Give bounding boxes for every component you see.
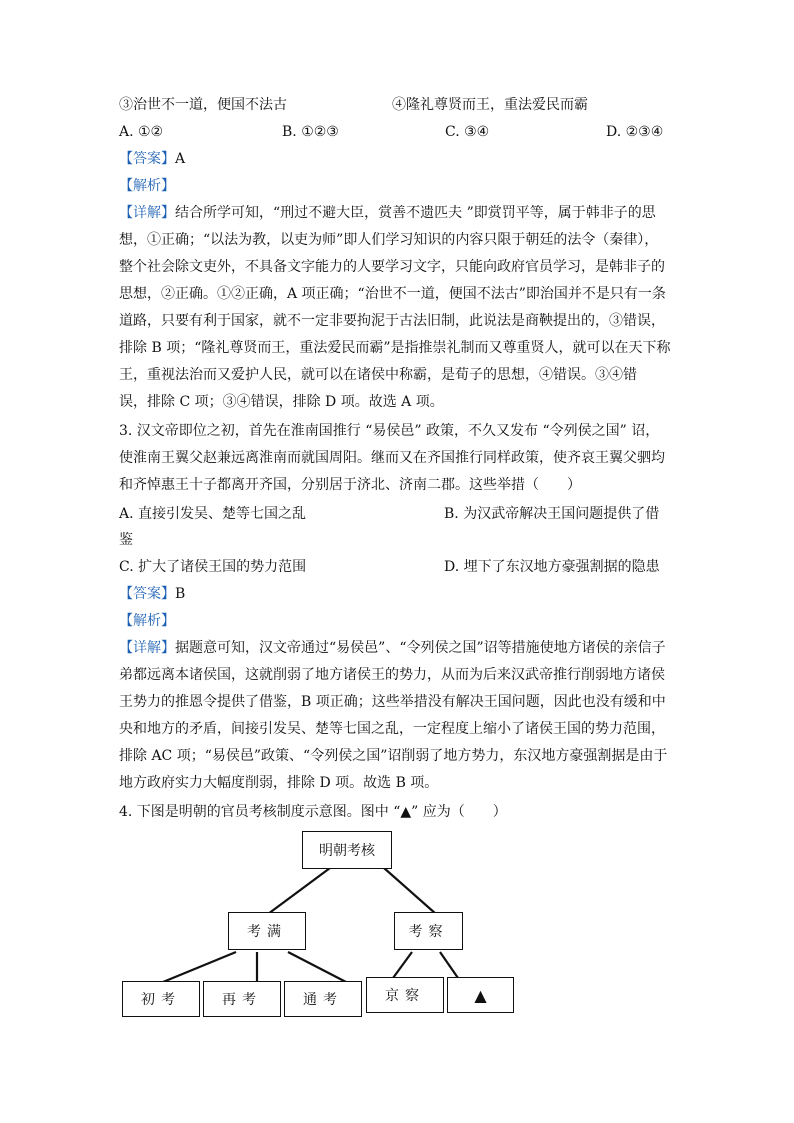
answer-value: A <box>175 151 186 167</box>
node-zaikao: 再考 <box>203 981 281 1017</box>
answer-label: 【答案】 <box>119 151 175 167</box>
node-root: 明朝考核 <box>302 831 392 869</box>
q2-answer <box>119 149 185 169</box>
q3-option-d: D. 埋下了东汉地方豪强割据的隐患 <box>444 559 660 575</box>
detail-text: 结合所学可知，“刑过不避大臣，赏善不遗匹夫 ”即赏罚平等，属于韩非子的思 <box>175 205 656 221</box>
node-chukao: 初考 <box>122 981 200 1017</box>
node-unknown-triangle: ▲ <box>447 977 514 1013</box>
connector-right-child2 <box>440 952 458 978</box>
q2-option-4: ④隆礼尊贤而王，重法爱民而霸 <box>392 97 588 113</box>
assessment-diagram <box>118 828 518 1022</box>
q2-detail-line: 想，①正确；“以法为教，以吏为师”即人们学习知识的内容只限于朝廷的法令（秦律）， <box>119 232 659 248</box>
q2-detail-line: 思想，②正确。①②正确，A 项正确；“治世不一道，便国不法古”即治国并不是只有一条 <box>119 286 666 302</box>
q2-analysis-label: 【解析】 <box>119 178 175 194</box>
q2-detail-line: 道路，只要有利于国家，就不一定非要拘泥于古法旧制，此说法是商鞅提出的，③错误， <box>119 313 665 329</box>
q3-option-c: C. 扩大了诸侯王国的势力范围 <box>119 559 307 575</box>
detail-text: 据题意可知，汉文帝通过“易侯邑”、“令列侯之国”诏等措施使地方诸侯的亲信子 <box>175 640 666 656</box>
q3-answer <box>119 584 185 604</box>
q2-option-3: ③治世不一道，便国不法古 <box>119 97 287 113</box>
q3-option-a: A. 直接引发吴、楚等七国之乱 <box>119 506 307 522</box>
q2-choice-c: C. ③④ <box>445 124 490 140</box>
connector-root-right <box>384 868 436 914</box>
q2-detail-line: 误，排除 C 项；③④错误，排除 D 项。故选 A 项。 <box>119 394 444 410</box>
q2-detail-line: 王，重视法治而又爱护人民，就可以在诸侯中称霸，是荀子的思想，④错误。③④错 <box>119 367 637 383</box>
q3-detail-line: 地方政府实力大幅度削弱，排除 D 项。故选 B 项。 <box>119 775 439 791</box>
q4-stem: 4. 下图是明朝的官员考核制度示意图。图中 “▲” 应为（ ） <box>119 804 507 820</box>
connector-left-child3 <box>288 952 346 982</box>
q3-option-b: B. 为汉武帝解决王国问题提供了借 <box>444 506 660 522</box>
q3-detail-line: 弟都远离本诸侯国，这就削弱了地方诸侯王的势力，从而为后来汉武帝推行削弱地方诸侯 <box>119 667 665 683</box>
detail-label: 【详解】 <box>119 640 175 656</box>
q3-analysis-label: 【解析】 <box>119 613 175 629</box>
node-kaoman: 考满 <box>228 912 306 950</box>
q3-stem-line: 3. 汉文帝即位之初，首先在淮南国推行 “易侯邑” 政策，不久又发布 “令列侯之国” 诏， <box>119 423 660 439</box>
q3-stem-line: 使淮南王翼父赵兼远离淮南而就国周阳。继而又在齐国推行同样政策，使齐哀王翼父驷均 <box>119 450 665 466</box>
q3-detail-line: 王势力的推恩令提供了借鉴，B 项正确；这些举措没有解决王国问题，因此也没有缓和中 <box>119 694 666 710</box>
q2-choice-b: B. ①②③ <box>282 124 339 140</box>
q2-choice-a: A. ①② <box>119 124 164 140</box>
node-tongkao: 通考 <box>284 981 362 1017</box>
q3-detail-line: 央和地方的矛盾，间接引发吴、楚等七国之乱，一定程度上缩小了诸侯王国的势力范围， <box>119 721 665 737</box>
node-jingcha: 京察 <box>366 977 444 1013</box>
connector-left-child1 <box>163 952 236 982</box>
answer-label: 【答案】 <box>119 586 175 602</box>
connector-root-left <box>268 868 330 914</box>
q3-detail-line: 排除 AC 项；“易侯邑”政策、“令列侯之国”诏削弱了地方势力，东汉地方豪强割据是由于 <box>119 748 668 764</box>
answer-value: B <box>175 586 186 602</box>
q3-option-b-cont: 鉴 <box>119 532 133 548</box>
detail-label: 【详解】 <box>119 205 175 221</box>
q2-detail-line: 排除 B 项；“隆礼尊贤而王，重法爱民而霸”是指推崇礼制而又尊重贤人，就可以在天下称 <box>119 340 671 356</box>
q3-stem-line: 和齐悼惠王十子都离开齐国，分别居于济北、济南二郡。这些举措（ ） <box>119 477 581 493</box>
q3-detail-line <box>119 638 666 658</box>
q2-detail-line: 整个社会除文吏外，不具备文字能力的人要学习文字，只能向政府官员学习，是韩非子的 <box>119 259 665 275</box>
node-kaocha: 考察 <box>394 912 463 950</box>
connector-right-child1 <box>393 952 412 978</box>
q2-detail-line <box>119 203 656 223</box>
q2-choice-d: D. ②③④ <box>606 124 664 140</box>
